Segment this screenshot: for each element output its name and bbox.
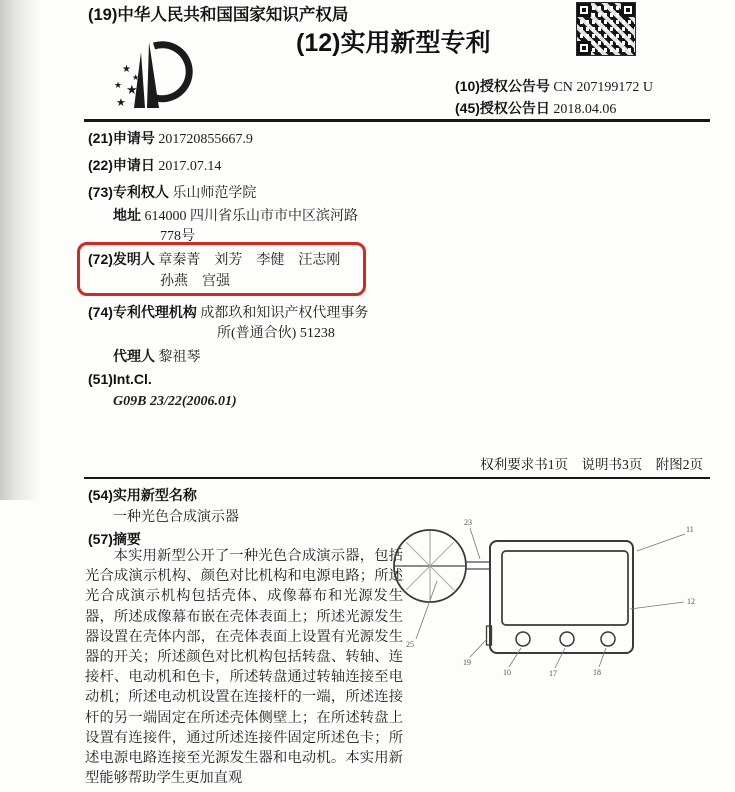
svg-text:★: ★ (122, 64, 131, 75)
application-date-label: (22)申请日 (88, 157, 155, 173)
header-divider (84, 119, 710, 122)
int-cl-value-row (113, 393, 237, 411)
inventors-line-1: 章秦菁 刘芳 李健 汪志刚 (158, 253, 341, 268)
inventors-line-2: 孙燕 宫强 (160, 274, 230, 289)
int-cl-row (88, 370, 152, 390)
figure-ref-10: 10 (503, 668, 511, 677)
abstract-label: (57)摘要 (88, 531, 141, 547)
agency-value-1: 成都玖和知识产权代理事务 (200, 306, 369, 321)
qr-code-icon (577, 3, 635, 55)
button-shape (601, 632, 615, 646)
publication-date-label: (45)授权公告日 (455, 100, 550, 116)
address-value-2: 778号 (160, 229, 195, 244)
qr-finder-icon (577, 3, 591, 17)
int-cl-value: G09B 23/22(2006.01) (113, 394, 237, 409)
inventors-label: (72)发明人 (88, 251, 155, 267)
agency-row (88, 303, 368, 323)
cnipa-logo-icon (98, 36, 202, 120)
agency-row-2 (217, 325, 335, 343)
svg-text:★: ★ (114, 80, 123, 90)
patent-figure (390, 508, 735, 708)
agent-row (113, 347, 201, 367)
publication-number-label: (10)授权公告号 (455, 78, 550, 94)
figure-ref-12: 12 (687, 597, 695, 606)
agency-label: (74)专利代理机构 (88, 304, 197, 320)
figure-ref-19: 19 (463, 658, 471, 667)
patentee-label: (73)专利权人 (88, 184, 169, 200)
pages-info: 权利要求书1页 说明书3页 附图2页 (480, 457, 703, 472)
button-shape (560, 632, 574, 646)
publication-number-row (455, 77, 653, 97)
abstract-text: 本实用新型公开了一种光色合成演示器，包括光合成演示机构、颜色对比机构和电源电路；所述光合成演示机构包括壳体、成像幕布和光源发生器，所述成像幕布嵌在壳体表面上；所述光源发生器设置在壳体内部，在壳体表面上设置有光源发生器的开关；所述颜色对比机构包括转盘、转轴、连接杆、电动机和色卡，所述转盘通过转轴连接至电动机；所述电动机设置在连接杆的一端，所述连接杆的另一端固定在所述壳体侧壁上；在所述转盘上设置有连接件，通过所述连接件固定所述色卡；所述电源电路连接至光源发生器和电动机。本实用新型能够帮助学生更加直观 (85, 548, 403, 787)
figure-ref-23: 23 (464, 518, 472, 527)
agent-label: 代理人 (113, 348, 155, 364)
agency-value-2: 所(普通合伙) 51238 (217, 326, 335, 341)
application-date-row (88, 156, 221, 176)
figure-ref-18: 18 (593, 668, 601, 677)
inventors-row-2 (160, 273, 230, 291)
section-divider (84, 477, 710, 479)
qr-finder-icon (621, 3, 635, 17)
button-shape (516, 632, 530, 646)
svg-text:★: ★ (116, 97, 126, 109)
patentee-value: 乐山师范学院 (172, 186, 257, 201)
figure-ref-17: 17 (549, 669, 557, 678)
qr-finder-icon (577, 41, 591, 55)
address-value: 614000 四川省乐山市市中区滨河路 (144, 209, 358, 224)
housing-shape (490, 541, 633, 653)
int-cl-label: (51)Int.Cl. (88, 371, 152, 387)
invention-title-text: 一种光色合成演示器 (113, 510, 239, 525)
svg-text:★: ★ (132, 73, 140, 82)
invention-title (113, 509, 239, 527)
title-label: (54)实用新型名称 (88, 487, 197, 503)
patentee-row (88, 183, 256, 203)
publication-date-value: 2018.04.06 (553, 102, 617, 117)
application-date-value: 2017.07.14 (158, 159, 222, 174)
figure-ref-11: 11 (686, 525, 694, 534)
agent-value: 黎祖琴 (158, 350, 201, 365)
publication-number-value: CN 207199172 U (553, 80, 653, 95)
screen-shape (502, 551, 628, 625)
address-label: 地址 (113, 207, 141, 223)
application-number-label: (21)申请号 (88, 130, 155, 146)
application-number-value: 201720855667.9 (158, 132, 253, 147)
application-number-row (88, 129, 253, 149)
inventors-row (88, 250, 340, 270)
document-type-title: (12)实用新型专利 (296, 29, 491, 57)
patent-office-title: (19)中华人民共和国国家知识产权局 (88, 6, 349, 24)
svg-text:★: ★ (126, 82, 138, 97)
title-section-label (88, 486, 197, 506)
publication-date-row (455, 99, 616, 119)
figure-ref-25: 25 (406, 640, 414, 649)
address-row (113, 206, 358, 226)
photo-edge-shading (0, 0, 40, 500)
